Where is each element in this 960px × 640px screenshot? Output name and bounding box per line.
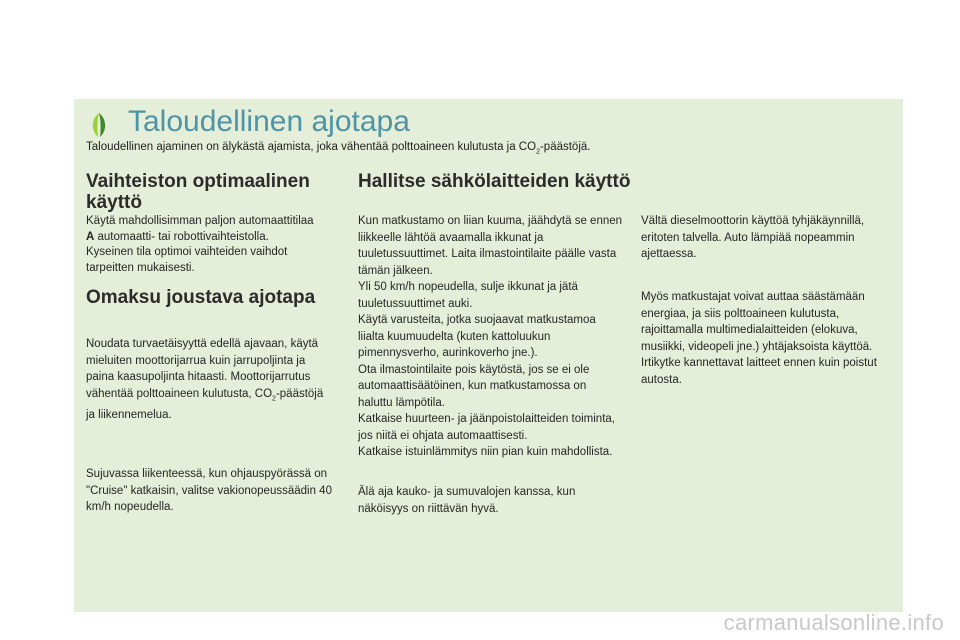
heading-flexible: Omaksu joustava ajotapa bbox=[86, 287, 316, 308]
watermark: carmanualsonline.info bbox=[723, 610, 944, 635]
flexible-para-1: Noudata turvaetäisyyttä edellä ajavaan, käytä mieluiten moottorijarrua kuin jarrupoljinta ja paina kaasupoljinta hitaasti. Moottorijarrutus vähentää polttoaineen kulutusta, $CO_2$-päästöjä ja liikennemelua. bbox=[86, 338, 324, 422]
leaf-icon bbox=[88, 112, 110, 138]
heading-electric: Hallitse sähkölaitteiden käyttö bbox=[358, 171, 631, 192]
heading-gearbox: Vaihteiston optimaalinen käyttö bbox=[86, 171, 310, 213]
intro-text: Taloudellinen ajaminen on älykästä ajamista, joka vähentää polttoaineen kulutusta ja $CO_2$-päästöjä. bbox=[86, 141, 591, 156]
gearbox-text: Käytä mahdollisimman paljon automaattitilaa A automaatti- tai robottivaihteistolla. Kyseinen tila optimoi vaihteiden vaihdot tarpeitten mukaisesti. bbox=[86, 215, 314, 274]
electric-col1-para-2: Älä aja kauko- ja sumuvalojen kanssa, kun näköisyys on riittävän hyvä. bbox=[358, 486, 576, 515]
flexible-para-2: Sujuvassa liikenteessä, kun ohjauspyörässä on "Cruise" katkaisin, valitse vakionopeussäädin 40 km/h nopeudella. bbox=[86, 468, 332, 513]
electric-col2-para-2: Myös matkustajat voivat auttaa säästämään energiaa, ja siis polttoaineen kulutusta, rajoittamalla multimedialaitteiden (elokuva, musiikki, videopeli jne.) yhtäjaksoista käyttöä. Irtikytke kannettavat laitteet ennen kuin poistut autosta. bbox=[641, 291, 877, 386]
electric-col1-para-1: Kun matkustamo on liian kuuma, jäähdytä se ennen liikkeelle lähtöä avaamalla ikkunat ja tuuletussuuttimet. Laita ilmastointilaite päälle vasta tämän jälkeen. Yli 50 km/h nopeudella, sulje ikkunat ja jätä tuuletussuuttimet auki. Käytä varusteita, jotka suojaavat matkustamoa liialta kuumuudelta (kuten kattoluukun pimennysverho, aurinkoverho jne.). Ota ilmastointilaite pois käytöstä, jos se ei ole automaattisäätöinen, kun matkustamossa on haluttu lämpötila. Katkaise huurteen- ja jäänpoistolaitteiden toiminta, jos niitä ei ohjata automaattisesti. Katkaise istuinlämmitys niin pian kuin mahdollista. bbox=[358, 215, 623, 458]
page-title: Taloudellinen ajotapa bbox=[128, 105, 410, 138]
electric-col2-para-1: Vältä dieselmoottorin käyttöä tyhjäkäynnillä, eritoten talvella. Auto lämpiää nopeammin ajettaessa. bbox=[641, 215, 865, 260]
